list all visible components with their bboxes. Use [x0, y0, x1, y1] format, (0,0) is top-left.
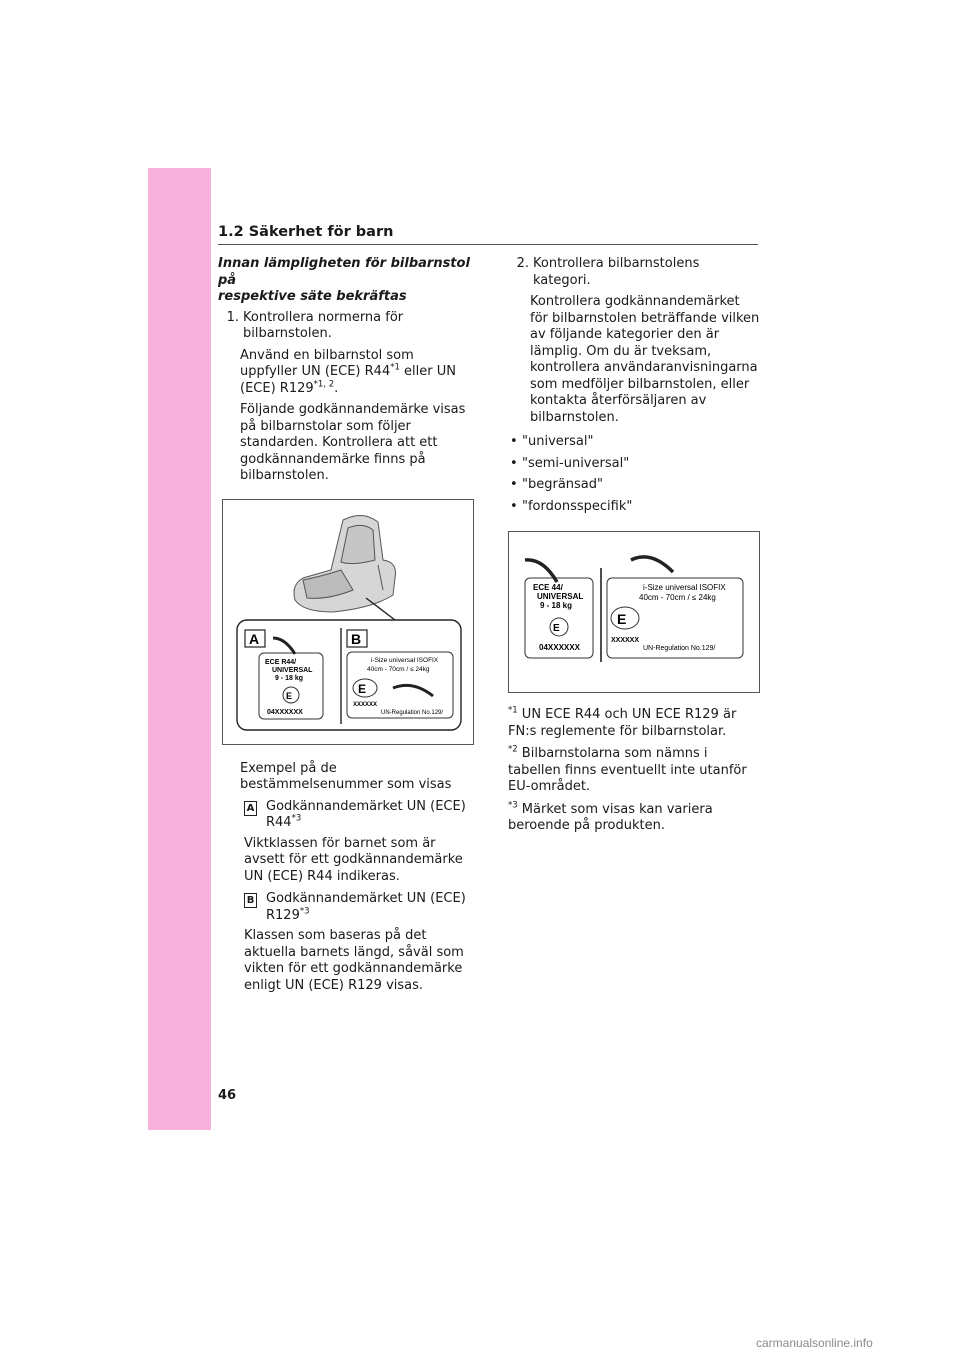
category-mark-illustration: [509, 532, 759, 692]
footnote-text: UN ECE R44 och UN ECE R129 är FN:s reglemente för bilbarnstolar.: [508, 707, 737, 739]
footnote-ref: *3: [291, 813, 302, 824]
heading-line-1: Innan lämpligheten för bilbarnstol på: [218, 256, 470, 288]
r44-code: 04XXXXXX: [267, 708, 303, 716]
r129-line-2: 40cm - 70cm / ≤ 24kg: [639, 593, 716, 602]
right-column: [508, 256, 760, 841]
bullet-dot: •: [510, 434, 518, 449]
item-b: [244, 891, 470, 924]
item-a: [244, 799, 470, 832]
footnote-ref: *3: [299, 906, 310, 917]
e-mark-text: E: [358, 681, 367, 696]
footnote-ref: *1, 2: [313, 379, 335, 390]
step-title: Kontrollera bilbarnstolens kategori.: [533, 256, 700, 288]
r44-line-2: UNIVERSAL: [537, 592, 584, 601]
r44-line-1: ECE 44/: [533, 583, 563, 592]
pointer-arrow-icon: [631, 557, 673, 572]
item-b-label: B: [244, 893, 257, 908]
bullet-dot: •: [510, 455, 518, 471]
item-b-desc: Klassen som baseras på det aktuella barnets längd, såväl som vikten för ett godkännandemärke enligt UN (ECE) R129 visas.: [244, 928, 464, 993]
e-mark-text: E: [553, 623, 560, 634]
bullet-dot: •: [510, 477, 518, 492]
step-1-para-2: Följande godkännandemärke visas på bilbarnstolar som följer standarden. Kontrollera att ett godkännandemärke finns på bilbarnstolen.: [240, 402, 466, 483]
r44-line-3: 9 - 18 kg: [540, 601, 573, 610]
footnote-mark: *1: [508, 705, 518, 716]
heading-line-2: respektive säte bekräftas: [218, 289, 407, 304]
r44-line-3: 9 - 18 kg: [275, 674, 304, 682]
category-mark-figure: [508, 531, 760, 693]
footnote-mark: *3: [508, 800, 518, 811]
sidebar-tab: [148, 168, 211, 1130]
bullet-item: [508, 456, 760, 473]
section-header: 1.2 Säkerhet för barn: [218, 224, 758, 245]
step-2: [508, 256, 760, 289]
bullet-dot: •: [510, 498, 518, 514]
step-number: 2.: [516, 256, 529, 271]
footnote-1: [508, 707, 760, 740]
r129-line-1: i-Size universal ISOFIX: [643, 583, 726, 592]
e-mark-text: E: [617, 611, 627, 627]
para-text: .: [334, 380, 339, 396]
item-a-label: A: [244, 801, 257, 816]
item-title-text: Godkännandemärket UN (ECE) R44: [266, 798, 466, 830]
left-column: [218, 256, 470, 1000]
bullet-text: "begränsad": [522, 477, 604, 492]
footnote-ref: *1: [390, 362, 400, 373]
r44-line-2: UNIVERSAL: [272, 666, 313, 674]
label-b: B: [351, 630, 362, 647]
footnote-3: [508, 802, 760, 835]
bullet-item: [508, 499, 760, 516]
child-seat-illustration: [223, 500, 473, 744]
footnote-text: Märket som visas kan variera beroende på produkten.: [508, 801, 713, 833]
item-a-desc: Viktklassen för barnet som är avsett för ett godkännandemärke UN (ECE) R44 indikeras.: [244, 835, 463, 884]
r44-line-1: ECE R44/: [265, 658, 297, 666]
r129-code: XXXXXX: [353, 701, 378, 708]
watermark[interactable]: carmanualsonline.info: [756, 1336, 873, 1350]
step-2-para: Kontrollera godkännandemärket för bilbarnstolen beträffande vilken av följande kategorier den är lämplig. Om du är tveksam, kontrollera användaranvisningarna som medföljer bilbarnstolen, eller kontakta återförsäljaren av bilbarnstolen.: [530, 294, 760, 425]
footnote-text: Bilbarnstolarna som nämns i tabellen finns eventuellt inte utanför EU-området.: [508, 746, 747, 794]
child-seat-icon: [294, 515, 396, 612]
footnote-2: [508, 746, 760, 796]
example-caption: Exempel på de bestämmelsenummer som visas: [240, 760, 452, 792]
item-a-title: [266, 799, 470, 832]
page-number: 46: [218, 1088, 237, 1103]
footnote-mark: *2: [508, 744, 518, 755]
step-1: [218, 310, 470, 343]
r129-reg: UN-Regulation No.129/: [643, 645, 716, 652]
r44-code: 04XXXXXX: [539, 643, 580, 652]
r129-reg: UN-Regulation No.129/: [381, 709, 444, 716]
label-a: A: [249, 630, 260, 647]
e-mark-text: E: [286, 690, 293, 701]
bullet-text: "semi-universal": [522, 455, 630, 471]
step-1-para-1: [240, 348, 470, 398]
para-text: eller UN (ECE) R129: [240, 364, 456, 396]
para-text: Använd en bilbarnstol som uppfyller UN (ECE) R44: [240, 347, 414, 379]
approval-mark-figure: [222, 499, 474, 745]
r129-code: XXXXXX: [611, 637, 640, 644]
r129-line-1: i-Size universal ISOFIX: [371, 656, 439, 664]
bullet-item: [508, 477, 760, 494]
step-number: 1.: [226, 309, 239, 325]
item-title-text: Godkännandemärket UN (ECE) R129: [266, 891, 466, 923]
r129-line-2: 40cm - 70cm / ≤ 24kg: [367, 665, 430, 673]
bullet-item: [508, 434, 760, 451]
subsection-heading: [218, 256, 470, 306]
item-b-title: [266, 891, 470, 924]
bullet-text: "universal": [522, 434, 594, 449]
step-title: Kontrollera normerna för bilbarnstolen.: [243, 309, 404, 341]
bullet-text: "fordonsspecifik": [522, 498, 633, 514]
